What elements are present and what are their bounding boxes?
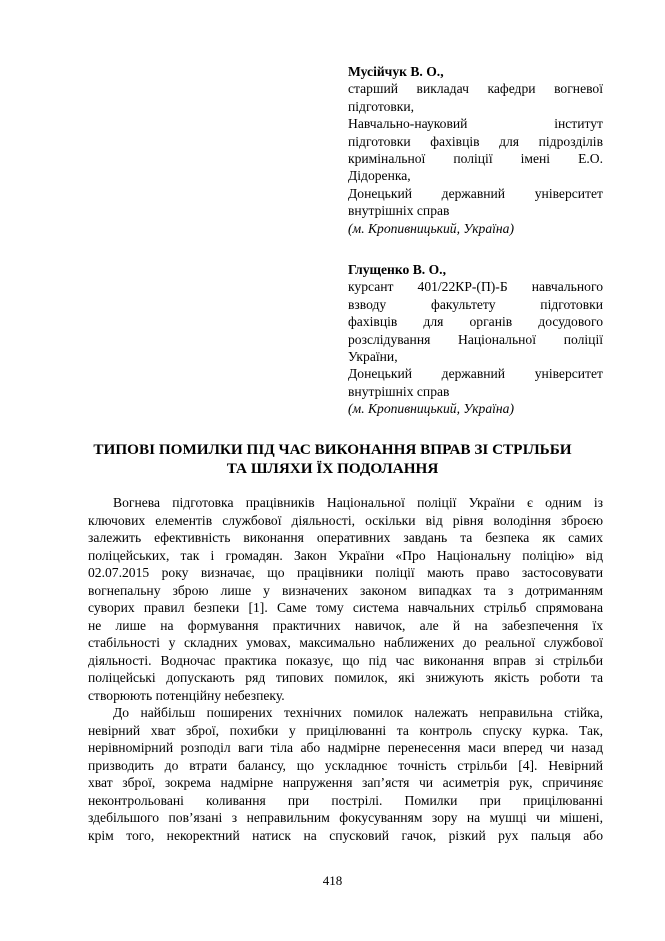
affiliation-line: Навчально-науковий інститут	[348, 116, 603, 132]
affiliation-line: Донецький державний університет	[348, 185, 603, 201]
body-line: створюють потенційну небезпеку.	[88, 687, 285, 703]
affiliation-line: підготовки фахівців для підрозділів	[348, 133, 603, 149]
body-line: поліцейські допускають ряд типових помилок, які знижують якість роботи та	[88, 670, 603, 685]
affiliation-line: Дідоренка,	[348, 168, 411, 184]
affiliation-line: старший викладач кафедри вогневої	[348, 81, 603, 97]
author-name: Мусійчук В. О.,	[348, 64, 444, 79]
affiliation-line: фахівців для органів досудового	[348, 314, 603, 330]
body-line: діяльності. Водночас практика показує, що під час виконання вправ зі стрільби	[88, 652, 603, 668]
body-line: нерівномірний розподіл ваги тіла або надмірне перенесення маси вперед чи назад	[88, 740, 603, 755]
body-line: призводить до втрати балансу, що ускладнює точність стрільби [4]. Невірний	[88, 757, 603, 773]
body-line: вогнепальну зброю лише у визначених законом випадках та з дотриманням	[88, 582, 603, 598]
affiliation-line: розслідування Національної поліції	[348, 331, 603, 347]
author-city: (м. Кропивницький, Україна)	[348, 401, 514, 417]
body-line: невірний хват зброї, похибки у прицілюванні та контроль спуску курка. Так,	[88, 722, 603, 738]
article-title	[60, 440, 605, 478]
affiliation-line: кримінальної поліції імені Е.О.	[348, 151, 603, 167]
title-line-1: ТИПОВІ ПОМИЛКИ ПІД ЧАС ВИКОНАННЯ ВПРАВ ЗІ СТРІЛЬБИ	[93, 441, 572, 458]
body-line: здебільшого пов’язані з неправильним фокусуванням зору на мушці чи мішені,	[88, 810, 603, 825]
body-line: суворих правил безпеки [1]. Саме тому система навчальних стрільб спрямована	[88, 600, 603, 615]
page-number: 418	[322, 873, 343, 888]
body-line: Вогнева підготовка працівників Національної поліції України є одним із	[113, 495, 603, 510]
affiliation-line: Донецький державний університет	[348, 366, 603, 382]
author-block-2	[348, 261, 603, 418]
article-body	[88, 494, 603, 844]
body-line: До найбільш поширених технічних помилок належать неправильна стійка,	[113, 705, 603, 720]
body-line: ключових елементів службової діяльності, оскільки від рівня володіння зброєю	[88, 512, 603, 528]
author-name: Глущенко В. О.,	[348, 262, 446, 277]
affiliation-line: взводу факультету підготовки	[348, 296, 603, 312]
body-line: залежить ефективність виконання оперативних завдань та безпека як самих	[88, 530, 603, 545]
body-line: неконтрольовані коливання при пострілі. Помилки при прицілюванні	[88, 792, 603, 808]
affiliation-line: України,	[348, 349, 398, 365]
title-line-2: ТА ШЛЯХИ ЇХ ПОДОЛАННЯ	[226, 460, 439, 477]
affiliation-line: курсант 401/22КР-(П)-Б навчального	[348, 279, 603, 295]
author-block-1	[348, 63, 603, 237]
body-line: стабільності у складних умовах, максимально наближених до реальної службової	[88, 635, 603, 650]
affiliation-line: внутрішніх справ	[348, 383, 450, 399]
body-line: не лише на формування практичних навичок, але й на забезпечення їх	[88, 617, 603, 633]
body-line: поліцейських, так і громадян. Закон України «Про Національну поліцію» від	[88, 547, 603, 563]
body-line: хват зброї, зокрема надмірне напруження зап’ястя чи асиметрія рук, спричиняє	[88, 775, 603, 790]
affiliation-line: підготовки,	[348, 98, 415, 114]
body-line: крім того, некоректний натиск на спусковий гачок, різкий рух пальця або	[88, 827, 603, 843]
affiliation-line: внутрішніх справ	[348, 203, 450, 219]
author-city: (м. Кропивницький, Україна)	[348, 220, 514, 236]
body-line: 02.07.2015 року визначає, що працівники поліції мають право застосовувати	[88, 565, 603, 580]
